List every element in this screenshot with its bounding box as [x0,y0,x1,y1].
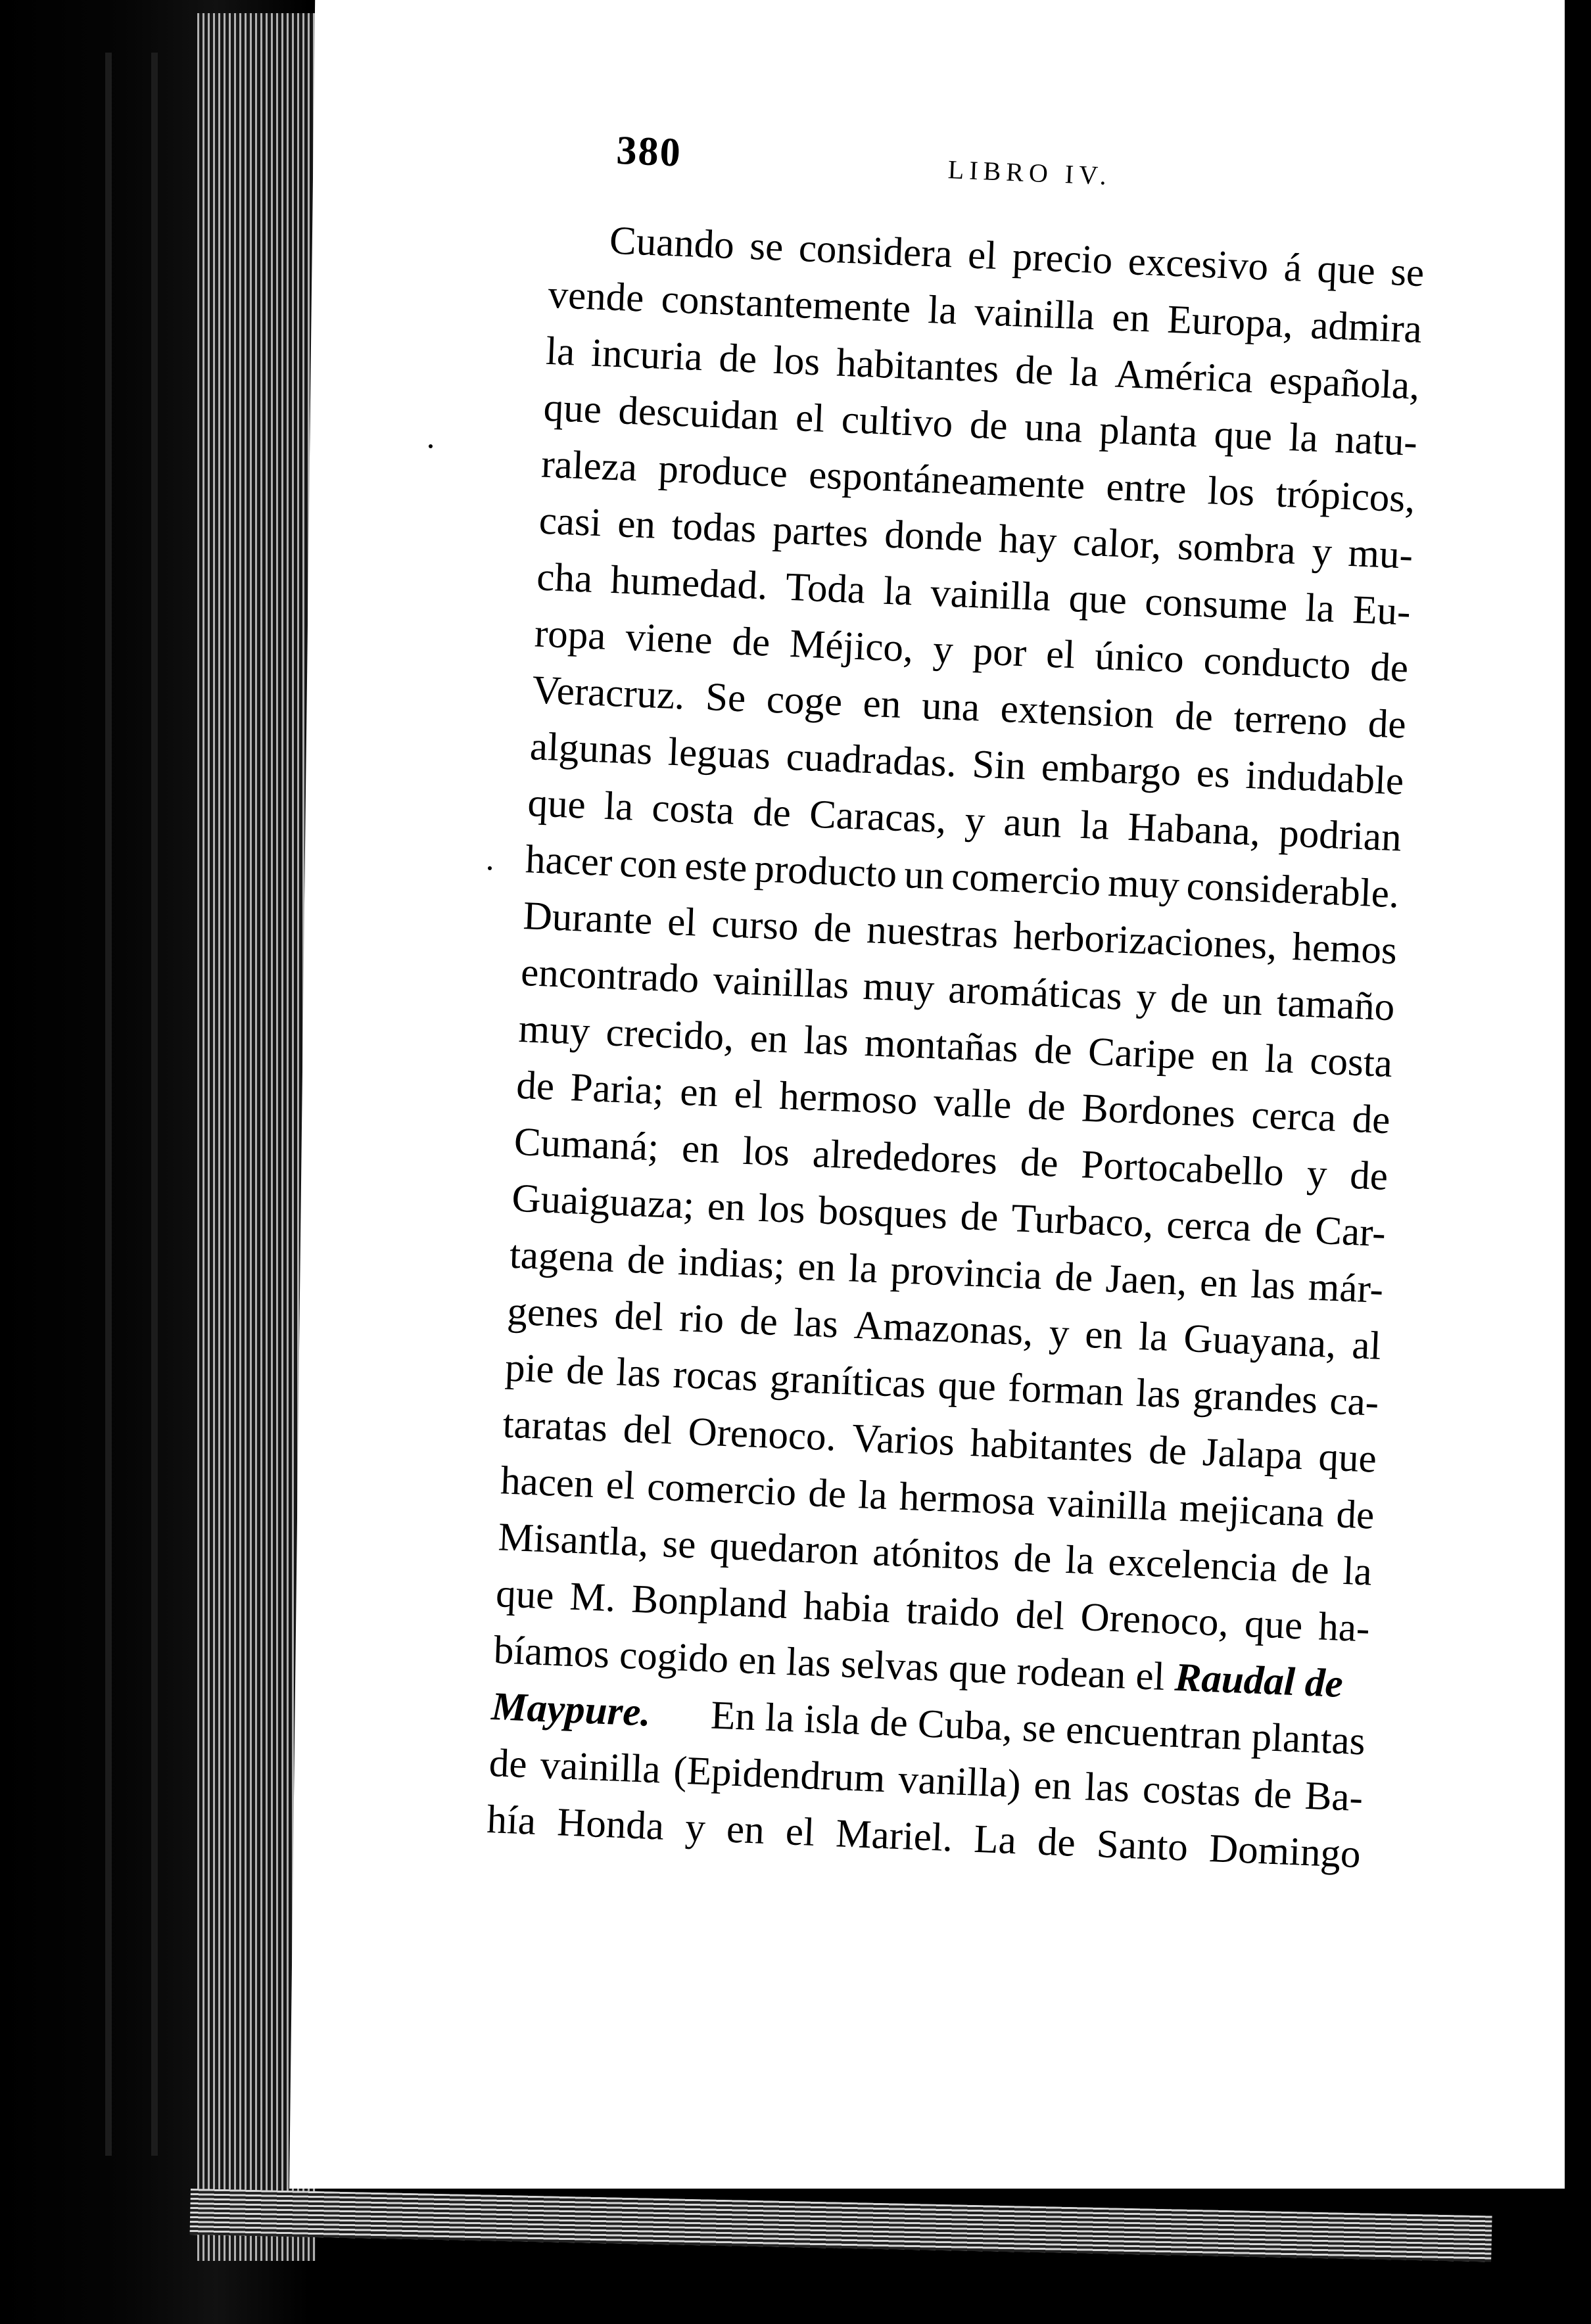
word: grandes [1192,1373,1319,1423]
word: del [622,1406,673,1453]
word: de [515,1063,556,1109]
word: comercio [646,1464,797,1515]
word: de [807,1471,847,1517]
word: de [1367,701,1407,747]
word: tamaño [1275,981,1396,1030]
word: la [603,783,634,829]
word: vanilla) [897,1757,1022,1807]
word: las [1083,1765,1131,1811]
word: cerca [1166,1202,1252,1250]
word: raleza [540,442,638,490]
word: en [679,1069,719,1116]
word: Caracas, [808,792,947,842]
word: Guayana, [1183,1316,1337,1367]
word: los [742,1128,791,1175]
word: del [1014,1592,1066,1638]
word: de [1252,1771,1293,1817]
italic-place-name: Raudal de [1174,1655,1344,1706]
word: Misantla, [497,1515,650,1566]
word: espontáneamente [808,452,1086,508]
word: provincia [890,1247,1043,1299]
word: descuidan [617,388,780,439]
word: las [803,1018,849,1064]
word: de [959,1194,999,1240]
word: humedad. [609,557,769,609]
word: de [1033,1027,1074,1073]
word: Varios [851,1416,956,1464]
word: costa [651,785,736,833]
word: herborizaciones, [1012,913,1278,969]
word: se [1390,250,1425,296]
word: muy [1107,860,1181,908]
word: mu- [1347,530,1414,578]
word: nuestras [866,908,999,957]
word: la [1264,1036,1295,1082]
word: cultivo [840,397,954,446]
word: la [1068,350,1100,396]
word: que [527,781,587,827]
word: la [882,569,914,615]
word: de [751,789,792,836]
word: Caripe [1087,1029,1197,1079]
word: (Epidendrum [673,1748,886,1801]
word: aun [1003,800,1063,847]
word: Turbaco, [1010,1196,1154,1246]
word: de [718,336,758,382]
word: Toda [784,565,867,613]
word: de [488,1741,528,1787]
word: Jaen, [1104,1257,1188,1304]
word: de [1012,1535,1053,1582]
word: de [1169,976,1210,1022]
word: la [857,1473,888,1518]
word: la [1079,802,1110,848]
word: Amazonas, [853,1303,1034,1355]
word: en [706,1184,746,1230]
word: Car- [1314,1208,1387,1256]
word: vainilla [930,570,1052,620]
word: Sin [971,742,1027,789]
word: con [619,841,678,888]
word: Europa, [1166,297,1294,347]
word: extension [999,686,1155,737]
word: española, [1268,358,1421,409]
word: Ba- [1304,1773,1364,1821]
word: que [1318,1435,1378,1481]
word: Cuando [608,218,736,268]
word: de [1335,1492,1375,1538]
word: costa [1309,1038,1394,1086]
word: de [1019,1140,1059,1186]
word: que [1068,576,1128,623]
word: de [1014,348,1055,394]
word: en [862,681,902,727]
word: Habana, [1127,804,1262,854]
word: en [680,1127,721,1173]
word: y [964,798,986,844]
word: vainilla [1046,1480,1169,1530]
word: en [617,501,657,547]
word: traido [905,1588,1001,1636]
word: el [733,1072,765,1117]
word: algunas [529,724,653,774]
word: en [749,1016,789,1062]
word: sombra [1176,524,1297,573]
word: curso [711,901,799,949]
word: hermoso [778,1073,918,1124]
spine-stripe [105,53,112,2156]
word: atónitos [872,1530,1001,1579]
word: alrededores [811,1131,999,1184]
word: már- [1307,1265,1385,1312]
word: considera [797,226,953,277]
word: crecido, [605,1010,735,1059]
word: las [1250,1262,1296,1309]
word: en [725,1807,766,1853]
word: produce [657,446,789,496]
scan-border [1565,0,1591,2324]
word: genes [506,1289,600,1337]
word: consume [1144,579,1289,630]
word: embargo [1040,745,1182,795]
word: ha- [1318,1604,1371,1651]
word: de [1148,1428,1188,1474]
word: en [1111,295,1151,341]
word: que [1316,246,1376,294]
word: y [1135,975,1158,1020]
word: que [542,385,603,432]
word: rocas [672,1352,759,1400]
word: indudable [1245,753,1405,804]
word: comercio [951,854,1102,905]
word: los [772,338,821,384]
word: este [684,843,748,891]
word: hacer [524,837,613,885]
word: montañas [863,1021,1020,1071]
word: los [1206,469,1256,515]
word: un [903,852,945,898]
word: Paria; [569,1065,665,1113]
book-part-header: LIBRO IV. [947,154,1112,191]
word: por [972,629,1028,676]
word: una [1024,405,1083,452]
word: vainillas [712,958,850,1008]
word: cerca [1250,1092,1337,1140]
word: costas [1141,1767,1242,1815]
word: al [1351,1323,1382,1368]
word: el [605,1462,636,1508]
word: Veracruz. [531,668,686,718]
word: América [1114,352,1254,402]
word: Eu- [1352,588,1412,634]
word: graníticas [769,1356,927,1407]
paper-speck [488,866,492,870]
word: de [1263,1206,1303,1252]
word: calor, [1072,520,1162,568]
word: constantemente [660,277,912,331]
italic-place-name: Maypure. [490,1685,652,1735]
word: viene [625,615,713,663]
word: podrian [1278,811,1402,860]
word: partes [771,507,870,556]
word: M. [569,1574,617,1621]
word: de [1290,1546,1330,1592]
word: en [1210,1034,1250,1081]
word: las [615,1350,662,1396]
word: natu- [1334,417,1419,465]
word: encontrado [520,950,700,1002]
word: vainilla [539,1743,661,1792]
word: cuadradas. [785,734,958,786]
word: de [968,402,1009,448]
word: bosques [817,1188,949,1238]
word: y [1311,529,1333,574]
word: hermosa [898,1474,1036,1524]
word: Santo [1095,1822,1189,1870]
word: Durante [522,894,653,943]
word: Domingo [1208,1826,1362,1877]
word: los [757,1186,807,1232]
word: que [1243,1601,1304,1648]
word: quedaron [709,1523,860,1574]
word: es [1195,751,1231,797]
word: el [784,1809,816,1855]
word: de [739,1298,779,1345]
word: conducto [1202,638,1352,689]
word: se [661,1522,697,1568]
word: del [613,1293,665,1340]
word: precio [1011,235,1114,283]
word: indias; [677,1239,786,1288]
page-bottom-edge [190,2189,1492,2262]
word: único [1094,634,1185,682]
word: de [813,905,853,952]
page-number: 380 [615,128,683,175]
word: producto [753,847,898,896]
word: un [1221,978,1264,1025]
word: hemos [1291,925,1398,973]
word: las [1135,1371,1182,1417]
word: el [794,396,826,441]
word: que [937,1362,997,1410]
word: vainilla [973,289,1096,339]
word: la [927,288,958,333]
word: de [1349,1153,1389,1199]
word: una [920,684,981,730]
word: habitantes [835,340,1000,392]
word: excelencia [1107,1539,1279,1591]
word: La [973,1817,1018,1863]
word: la [847,1246,879,1292]
word: de [731,619,771,665]
word: planta [1098,407,1199,456]
word: pie [504,1345,556,1392]
word: la [1137,1314,1169,1360]
word: coge [765,677,843,725]
word: que [1213,412,1273,459]
word: y [1306,1151,1328,1197]
word: terreno [1233,696,1348,745]
word: taratas [502,1402,609,1451]
word: en [797,1244,837,1290]
word: hía [486,1797,537,1844]
word: Bonpland [630,1577,788,1627]
word: Honda [556,1800,665,1849]
word: y [684,1805,707,1851]
word: la [1288,415,1319,461]
word: valle [932,1080,1012,1128]
spine-stripe [151,53,158,2156]
word: de [626,1237,666,1284]
word: Bordones [1080,1086,1237,1136]
word: forman [1007,1366,1125,1415]
word: Jalapa [1201,1430,1304,1479]
paper-speck [429,444,433,448]
page-text-block [486,112,1442,1884]
word: las [792,1301,840,1347]
word: mejicana [1178,1485,1325,1536]
body-paragraph [486,210,1438,1884]
word: trópicos, [1275,471,1416,521]
word: casi [538,498,603,546]
word: de [1174,693,1214,739]
word: en [1084,1312,1124,1359]
word: de [1369,645,1410,691]
word: vende [547,272,645,321]
word: la [1342,1548,1373,1594]
word: la [545,329,576,375]
word: Portocabello [1080,1142,1285,1195]
word: hacen [500,1458,595,1507]
word: Orenoco. [687,1409,838,1460]
text-segment: bíamos cogido en las selvas que rodean el [492,1628,1176,1700]
word: Cumaná; [513,1119,660,1170]
word: cha [536,555,594,601]
word: á [1283,245,1303,290]
word: entre [1105,465,1187,512]
word: Orenoco, [1080,1594,1230,1645]
word: ca- [1329,1378,1380,1425]
word: el [667,899,698,945]
word: hay [997,517,1058,564]
word: que [495,1571,555,1618]
word: en [1033,1763,1073,1809]
word: se [749,224,784,270]
word: muy [517,1006,591,1054]
word: de [1054,1254,1094,1301]
text-segment: En la isla de Cuba, se encuentran plantas [709,1693,1366,1764]
word: de [1036,1819,1077,1865]
word: considerable. [1185,864,1400,917]
word: la [1064,1537,1095,1583]
word: Se [704,674,747,721]
word: Méjico, [788,621,914,671]
word: rio [678,1296,725,1342]
word: de [1026,1084,1066,1130]
word: el [1045,632,1076,678]
word: habitantes [969,1420,1134,1472]
word: incuria [590,331,703,380]
word: la [1304,586,1336,632]
word: leguas [667,730,772,778]
word: muy [862,964,936,1011]
word: y [932,627,955,672]
word: aromáticas [947,967,1124,1019]
word: ropa [533,611,607,659]
word: habia [802,1583,891,1632]
word: el [966,233,998,279]
word: tagena [508,1232,615,1281]
word: Guaiguaza; [511,1176,696,1228]
word: donde [884,512,984,561]
word: de [1351,1096,1391,1143]
word: Mariel. [835,1811,954,1861]
word: todas [671,503,757,551]
word: en [1199,1260,1239,1307]
word: excesivo [1127,239,1270,289]
word: de [565,1348,606,1394]
word: admira [1310,303,1423,352]
word: y [1048,1311,1070,1356]
